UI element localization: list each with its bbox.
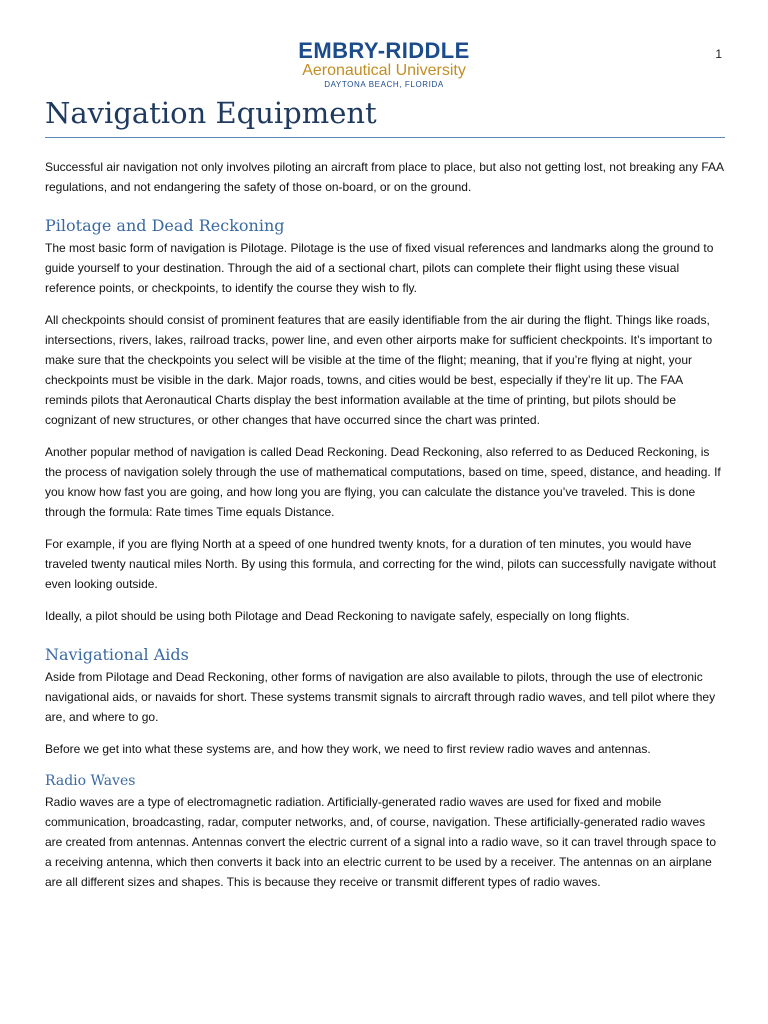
intro-paragraph: Successful air navigation not only involves piloting an aircraft from place to place, but also not getting lost, not breaking any FAA regulations, and not endangering the safety of those on-board, or on the ground. — [45, 160, 724, 194]
title-rule — [45, 137, 725, 138]
paragraph: Ideally, a pilot should be using both Pilotage and Dead Reckoning to navigate safely, especially on long flights. — [45, 609, 630, 623]
logo-line-1: EMBRY-RIDDLE — [298, 38, 470, 63]
paragraph: All checkpoints should consist of prominent features that are easily identifiable from the air during the flight. Things like roads, intersections, rivers, lakes, railroad tracks, power line, and even other airports make for sufficient checkpoints. It’s important to make sure that the checkpoints you select will be visible at the time of the flight; meaning, that if you’re flying at night, your checkpoints must be visible in the dark. Major roads, towns, and cities would be best, especially if they’re lit up. The FAA reminds pilots that Aeronautical Charts display the best information available at the time of printing, but pilots should be cognizant of new structures, or other changes that have occurred since the chart was printed. — [45, 313, 713, 427]
section-heading-navigational-aids: Navigational Aids — [45, 645, 189, 664]
page-number: 1 — [715, 47, 722, 61]
paragraph: Another popular method of navigation is called Dead Reckoning. Dead Reckoning, also referred to as Deduced Reckoning, is the process of navigation solely through the use of mathematical computations, based on time, speed, distance, and heading. If you know how fast you are going, and how long you are flying, you can calculate the distance you’ve traveled. This is done through the formula: Rate times Time equals Distance. — [45, 445, 721, 519]
paragraph: Radio waves are a type of electromagnetic radiation. Artificially-generated radio waves are used for fixed and mobile communication, broadcasting, radar, computer networks, and, of course, navigation. These artificially-generated radio waves are created from antennas. Antennas convert the electric current of a signal into a radio wave, so it can travel through space to a receiving antenna, which then converts it back into an electric current to be used by a receiver. The antennas on an airplane are all different sizes and shapes. This is because they receive or transmit different types of radio waves. — [45, 795, 717, 889]
paragraph: Before we get into what these systems are, and how they work, we need to first review radio waves and antennas. — [45, 742, 651, 756]
university-logo — [283, 40, 485, 91]
document-title: Navigation Equipment — [45, 96, 377, 130]
subsection-heading-radio-waves: Radio Waves — [45, 773, 136, 789]
logo-line-2: Aeronautical University — [302, 62, 466, 79]
logo-line-3: DAYTONA BEACH, FLORIDA — [324, 80, 444, 89]
paragraph: For example, if you are flying North at a speed of one hundred twenty knots, for a duration of ten minutes, you would have traveled twenty nautical miles North. By using this formula, and correcting for the wind, pilots can successfully navigate without even looking outside. — [45, 537, 716, 591]
document-body — [45, 157, 725, 904]
paragraph: The most basic form of navigation is Pilotage. Pilotage is the use of fixed visual references and landmarks along the ground to guide yourself to your destination. Through the aid of a sectional chart, pilots can complete their flight using these visual reference points, or checkpoints, to identify the course they wish to fly. — [45, 241, 714, 295]
section-heading-pilotage: Pilotage and Dead Reckoning — [45, 216, 285, 235]
paragraph: Aside from Pilotage and Dead Reckoning, other forms of navigation are also available to pilots, through the use of electronic navigational aids, or navaids for short. These systems transmit signals to aircraft through radio waves, and tell pilot where they are, and where to go. — [45, 670, 716, 724]
